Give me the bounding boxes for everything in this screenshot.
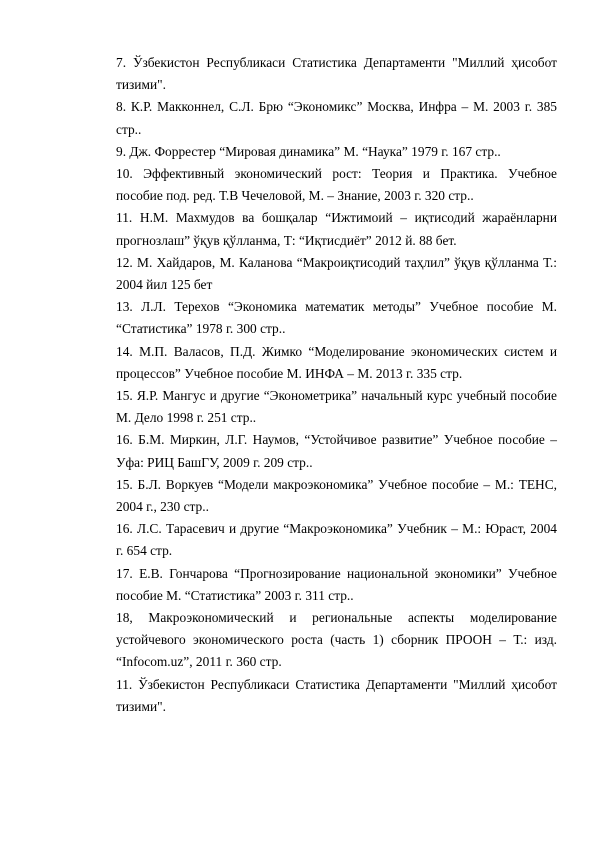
reference-item: 17. Е.В. Гончарова “Прогнозирование национальной экономики” Учебное пособие М. “Статистика” 2003 г. 311 стр.. [116, 565, 557, 603]
reference-item: 16. Л.С. Тарасевич и другие “Макроэкономика” Учебник – М.: Юраст, 2004 г. 654 стр. [116, 521, 557, 559]
reference-item: 16. Б.М. Миркин, Л.Г. Наумов, “Устойчивое развитие” Учебное пособие – Уфа: РИЦ БашГУ, 2009 г. 209 стр.. [116, 432, 557, 470]
reference-item: 9. Дж. Форрестер “Мировая динамика” М. “Наука” 1979 г. 167 стр.. [116, 143, 501, 159]
reference-item: 11. Ўзбекистон Республикаси Статистика Департаменти "Миллий ҳисобот тизими". [116, 676, 557, 714]
reference-item: 15. Б.Л. Воркуев “Модели макроэкономика” Учебное пособие – М.: ТЕНС, 2004 г., 230 стр.. [116, 476, 557, 515]
reference-item: 7. Ўзбекистон Республикаси Статистика Департаменти "Миллий ҳисобот тизими". [116, 55, 557, 93]
reference-item: 14. М.П. Валасов, П.Д. Жимко “Моделирование экономических систем и процессов” Учебное пособие М. ИНФА – М. 2013 г. 335 стр. [116, 343, 557, 381]
reference-list [116, 52, 557, 718]
reference-item: 12. М. Хайдаров, М. Каланова “Макроиқтисодий таҳлил” ўқув қўлланма Т.: 2004 йил 125 бет [116, 254, 557, 293]
reference-item: 10. Эффективный экономический рост: Теория и Практика. Учебное пособие под. ред. Т.В Чечеловой, М. – Знание, 2003 г. 320 стр.. [116, 166, 557, 204]
reference-item: 15. Я.Р. Мангус и другие “Эконометрика” начальный курс учебный пособие М. Дело 1998 г. 251 стр.. [116, 388, 557, 426]
reference-item: 18, Макроэкономический и региональные аспекты моделирование устойчевого экономического роста (часть 1) сборник ПРООН – Т.: изд. “Infocom.uz”, 2011 г. 360 стр. [116, 610, 557, 670]
reference-item: 8. К.Р. Макконнел, С.Л. Брю “Экономикс” Москва, Инфра – М. 2003 г. 385 стр.. [116, 99, 557, 137]
reference-item: 13. Л.Л. Терехов “Экономика математик методы” Учебное пособие М. “Статистика” 1978 г. 300 стр.. [116, 299, 557, 337]
reference-item: 11. Н.М. Махмудов ва бошқалар “Ижтимоий – иқтисодий жараёнларни прогнозлаш” ўқув қўлланма, Т: “Иқтисдиёт” 2012 й. 88 бет. [116, 210, 557, 248]
